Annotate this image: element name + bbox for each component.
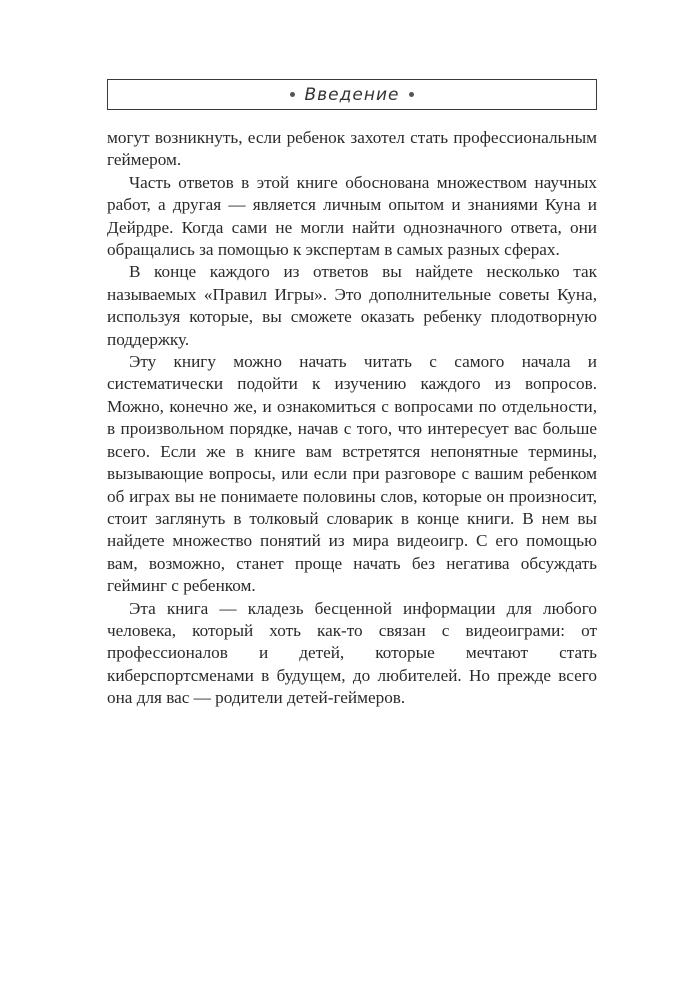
bullet-right-icon bbox=[409, 92, 414, 97]
paragraph-1: могут возникнуть, если ребенок захотел стать профессиональным геймером. bbox=[107, 128, 597, 170]
body-text bbox=[107, 127, 597, 710]
bullet-left-icon bbox=[290, 92, 295, 97]
paragraph-5: Эта книга — кладезь бесценной информации для любого человека, который хоть как-то связан с видеоиграми: от профессионалов и детей, которые мечтают стать киберспортсменами в будущем, до любителей. Но прежде всего она для вас — родители детей-геймеров. bbox=[107, 598, 597, 708]
paragraph-4: Эту книгу можно начать читать с самого начала и систематически подойти к изучению каждого из вопросов. Можно, конечно же, и ознакомиться с вопросами по отдельности, в произвольном порядке, начав с того, что интересует вас больше всего. Если же в книге вам встретятся непонятные термины, вызывающие вопросы, или если при разговоре с вашим ребенком об играх вы не понимаете половины слов, которые он произносит, стоит заглянуть в толковый словарик в конце книги. В нем вы найдете множество понятий из мира видеоигр. С его помощью вам, возможно, станет проще начать без негатива обсуждать гейминг с ребенком. bbox=[107, 352, 597, 596]
paragraph-3: В конце каждого из ответов вы найдете несколько так называемых «Правил Игры». Это дополнительные советы Куна, используя которые, вы сможете оказать ребенку плодотворную поддержку. bbox=[107, 262, 597, 349]
chapter-header bbox=[107, 79, 597, 110]
chapter-title-wrap bbox=[280, 85, 425, 105]
chapter-title: Введение bbox=[304, 84, 400, 105]
paragraph-2: Часть ответов в этой книге обоснована множеством научных работ, а другая — является личным опытом и знаниями Куна и Дейрдре. Когда сами не могли найти однозначного ответа, они обращались за помощью к экспертам в самых разных сферах. bbox=[107, 172, 597, 260]
